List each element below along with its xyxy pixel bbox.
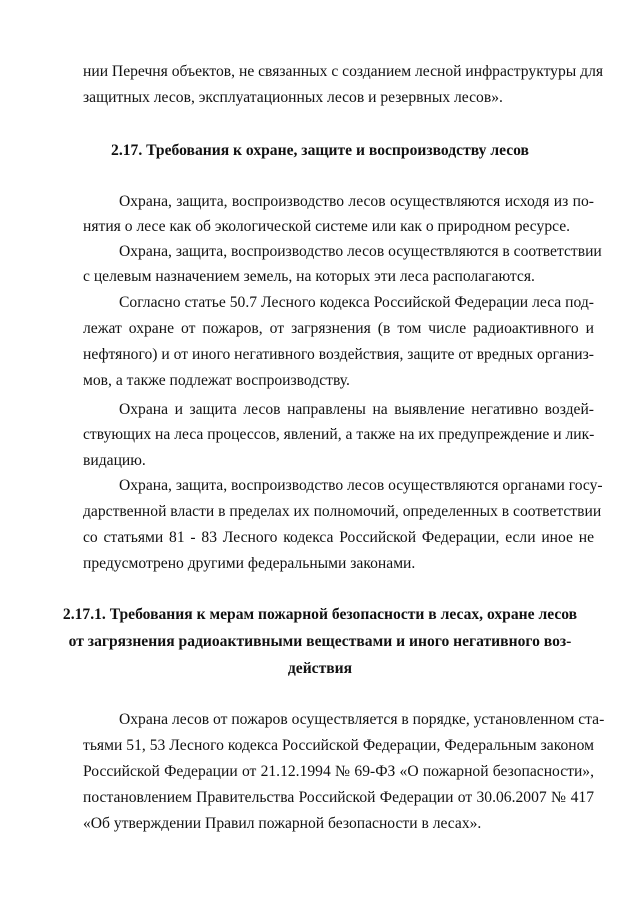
- text-line-20: Российской Федерации от 21.12.1994 № 69-ФЗ «О пожарной безопасности»,: [83, 763, 594, 780]
- text-line-13: видацию.: [83, 452, 146, 469]
- text-line-6: с целевым назначением земель, на которых эти леса располагаются.: [83, 268, 535, 285]
- text-line-17: предусмотрено другими федеральными законами.: [83, 555, 416, 572]
- text-line-3: Охрана, защита, воспроизводство лесов осуществляются исходя из по-: [119, 193, 594, 210]
- text-line-21: постановлением Правительства Российской Федерации от 30.06.2007 № 417: [83, 789, 594, 806]
- text-line-12: ствующих на леса процессов, явлений, а также на их предупреждение и лик-: [83, 426, 595, 443]
- text-line-7: Согласно статье 50.7 Лесного кодекса Российской Федерации леса под-: [119, 294, 594, 311]
- text-line-5: Охрана, защита, воспроизводство лесов осуществляются в соответствии: [119, 243, 602, 260]
- text-line-22: «Об утверждении Правил пожарной безопасности в лесах».: [83, 815, 482, 832]
- subsection-heading-line-2: от загрязнения радиоактивными веществами и иного негативного воз-: [68, 633, 572, 650]
- text-line-18: Охрана лесов от пожаров осуществляется в порядке, установленном ста-: [119, 711, 605, 728]
- text-line-15: дарственной власти в пределах их полномочий, определенных в соответствии: [83, 503, 602, 520]
- subsection-heading-line-3: действия: [287, 660, 353, 677]
- text-line-2: защитных лесов, эксплуатационных лесов и резервных лесов».: [83, 89, 503, 106]
- text-line-11: Охрана и защита лесов направлены на выявление негативно воздей-: [119, 401, 594, 418]
- text-line-4: нятия о лесе как об экологической системе или как о природном ресурсе.: [83, 218, 571, 235]
- subsection-heading-line-1: 2.17.1. Требования к мерам пожарной безопасности в лесах, охране лесов: [62, 606, 578, 623]
- text-line-8: лежат охране от пожаров, от загрязнения (в том числе радиоактивного и: [83, 320, 594, 337]
- text-line-19: тьями 51, 53 Лесного кодекса Российской Федерации, Федеральным законом: [83, 737, 594, 754]
- text-line-9: нефтяного) и от иного негативного воздействия, защите от вредных организ-: [83, 346, 594, 363]
- text-line-16: со статьями 81 - 83 Лесного кодекса Российской Федерации, если иное не: [83, 529, 594, 546]
- text-line-1: нии Перечня объектов, не связанных с созданием лесной инфраструктуры для: [83, 63, 604, 80]
- text-line-14: Охрана, защита, воспроизводство лесов осуществляются органами госу-: [119, 477, 603, 494]
- text-line-10: мов, а также подлежат воспроизводству.: [83, 372, 350, 389]
- section-heading-2-17: 2.17. Требования к охране, защите и воспроизводству лесов: [111, 142, 529, 159]
